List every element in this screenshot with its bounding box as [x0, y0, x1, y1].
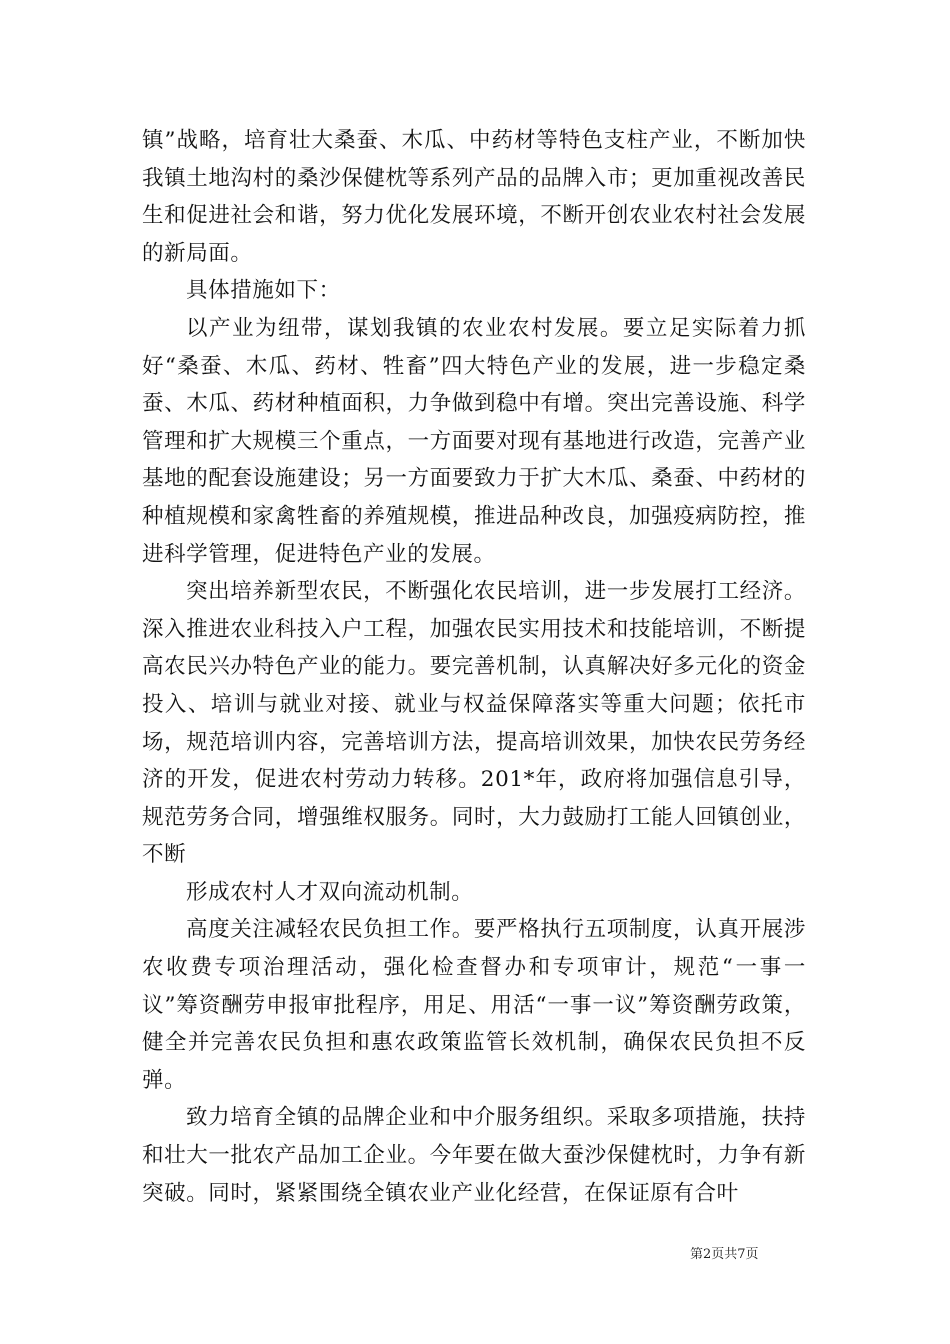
document-body [142, 122, 806, 1212]
paragraph-7: 致力培育全镇的品牌企业和中介服务组织。采取多项措施，扶持和壮大一批农产品加工企业。今年要在做大蚕沙保健枕时，力争有新突破。同时，紧紧围绕全镇农业产业化经营，在保证原有合叶 [142, 1105, 806, 1206]
paragraph-4: 突出培养新型农民，不断强化农民培训，进一步发展打工经济。深入推进农业科技入户工程，加强农民实用技术和技能培训，不断提高农民兴办特色产业的能力。要完善机制，认真解决好多元化的资金投入、培训与就业对接、就业与权益保障落实等重大问题；依托市场，规范培训内容，完善培训方法，提高培训效果，加快农民劳务经济的开发，促进农村劳动力转移。201*年，政府将加强信息引导，规范劳务合同，增强维权服务。同时，大力鼓励打工能人回镇创业，不断 [142, 579, 806, 868]
paragraph-1: 镇”战略，培育壮大桑蚕、木瓜、中药材等特色支柱产业，不断加快我镇土地沟村的桑沙保健枕等系列产品的品牌入市；更加重视改善民生和促进社会和谐，努力优化发展环境，不断开创农业农村社会发展的新局面。 [142, 128, 806, 266]
paragraph-6: 高度关注减轻农民负担工作。要严格执行五项制度，认真开展涉农收费专项治理活动，强化检查督办和专项审计，规范“一事一议”筹资酬劳申报审批程序，用足、用活“一事一议”筹资酬劳政策，健全并完善农民负担和惠农政策监管长效机制，确保农民负担不反弹。 [142, 917, 806, 1093]
paragraph-5: 形成农村人才双向流动机制。 [186, 879, 474, 905]
page-number: 第2页共7页 [690, 1247, 759, 1262]
paragraph-2: 具体措施如下： [186, 278, 341, 304]
paragraph-3: 以产业为纽带，谋划我镇的农业农村发展。要立足实际着力抓好“桑蚕、木瓜、药材、牲畜”四大特色产业的发展，进一步稳定桑蚕、木瓜、药材种植面积，力争做到稳中有增。突出完善设施、科学管理和扩大规模三个重点，一方面要对现有基地进行改造，完善产业基地的配套设施建设；另一方面要致力于扩大木瓜、桑蚕、中药材的种植规模和家禽牲畜的养殖规模，推进品种改良，加强疫病防控，推进科学管理，促进特色产业的发展。 [142, 315, 806, 567]
